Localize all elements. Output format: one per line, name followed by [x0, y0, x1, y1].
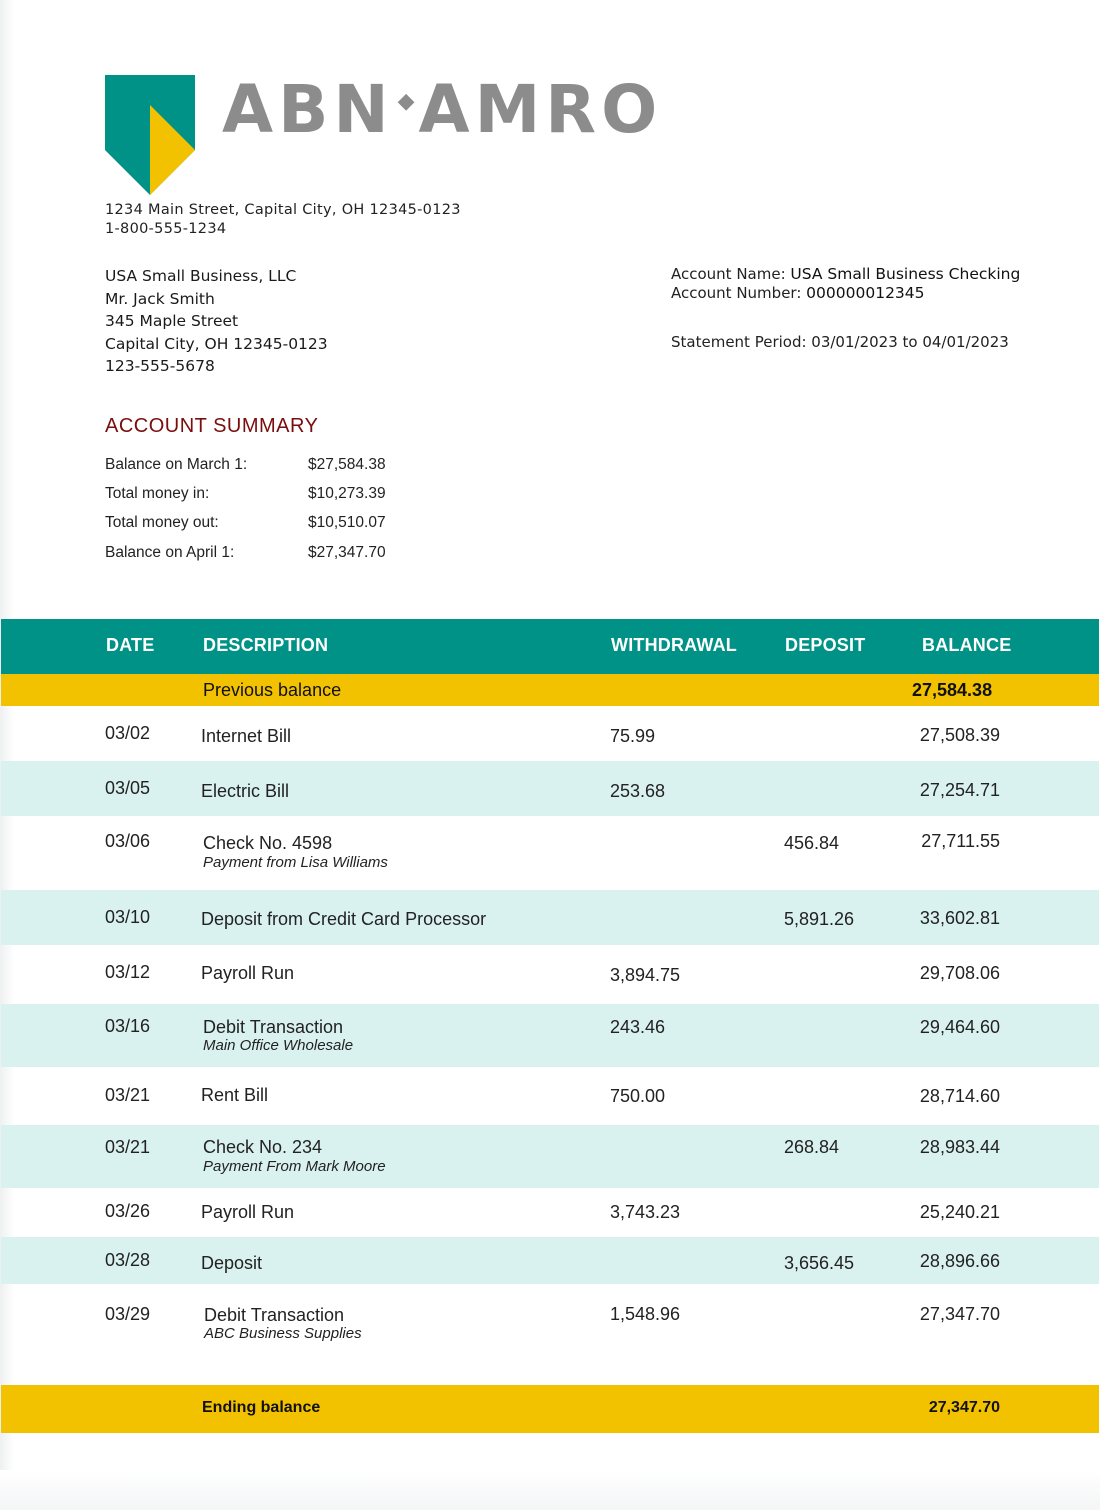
row-description: Payroll Run — [201, 1202, 295, 1222]
account-summary-title: ACCOUNT SUMMARY — [105, 415, 319, 437]
row-withdrawal: 750.00 — [610, 1086, 666, 1106]
row-deposit: 3,656.45 — [784, 1253, 855, 1273]
row-date: 03/21 — [105, 1137, 151, 1157]
row-subdescription: Main Office Wholesale — [203, 1037, 354, 1054]
row-description: Check No. 234 — [203, 1137, 323, 1157]
previous-balance-label: Previous balance — [203, 680, 342, 700]
row-balance: 29,708.06 — [919, 963, 1000, 983]
client-phone: 123-555-5678 — [105, 357, 215, 375]
summary-value: $27,584.38 — [308, 456, 386, 473]
row-balance: 28,714.60 — [919, 1086, 1000, 1106]
row-subdescription: Payment from Lisa Williams — [203, 854, 388, 871]
row-date: 03/10 — [105, 907, 151, 927]
row-date: 03/26 — [105, 1201, 151, 1221]
row-balance: 27,254.71 — [919, 780, 1000, 800]
row-balance: 27,508.39 — [919, 725, 1000, 745]
table-row — [1, 1188, 1099, 1237]
summary-value: $10,510.07 — [308, 514, 386, 531]
table-row — [1, 1004, 1099, 1067]
row-deposit: 5,891.26 — [784, 909, 855, 929]
client-company: USA Small Business, LLC — [105, 267, 297, 285]
row-balance: 28,896.66 — [919, 1251, 1000, 1271]
account-info — [671, 265, 1020, 303]
row-balance: 27,711.55 — [921, 831, 1000, 851]
row-date: 03/12 — [105, 962, 151, 982]
table-row — [1, 1237, 1099, 1284]
summary-value: $27,347.70 — [308, 544, 386, 561]
row-description: Payroll Run — [201, 963, 295, 983]
client-street: 345 Maple Street — [105, 312, 239, 330]
header-withdrawal: WITHDRAWAL — [611, 635, 737, 655]
row-date: 03/06 — [105, 831, 151, 851]
row-description: Deposit — [201, 1253, 263, 1273]
ending-balance-value: 27,347.70 — [928, 1399, 1000, 1416]
client-city: Capital City, OH 12345-0123 — [105, 334, 328, 353]
summary-label: Balance on March 1: — [105, 456, 248, 473]
account-number-value: 000000012345 — [806, 284, 925, 302]
row-description: Deposit from Credit Card Processor — [201, 909, 487, 929]
client-address-block — [105, 265, 328, 378]
bank-phone: 1-800-555-1234 — [105, 221, 227, 237]
table-row — [1, 1125, 1099, 1188]
table-row — [1, 816, 1099, 890]
row-description: Debit Transaction — [203, 1017, 344, 1037]
table-row — [1, 1284, 1099, 1385]
header-deposit: DEPOSIT — [785, 635, 866, 655]
row-withdrawal: 253.68 — [610, 781, 666, 801]
page-bottom-edge — [0, 1470, 1100, 1510]
row-balance: 27,347.70 — [919, 1304, 1000, 1324]
row-date: 03/02 — [105, 723, 151, 743]
row-date: 03/29 — [105, 1304, 151, 1324]
row-balance: 25,240.21 — [919, 1202, 1000, 1222]
ending-balance-row — [1, 1385, 1099, 1433]
row-description: Check No. 4598 — [203, 833, 333, 853]
row-date: 03/16 — [105, 1016, 151, 1036]
row-description: Rent Bill — [201, 1085, 269, 1105]
client-contact: Mr. Jack Smith — [105, 289, 215, 308]
summary-label: Total money in: — [105, 485, 210, 502]
summary-label: Total money out: — [105, 514, 219, 531]
statement-period: Statement Period: 03/01/2023 to 04/01/2023 — [671, 333, 1009, 351]
row-balance: 28,983.44 — [919, 1137, 1000, 1157]
bank-address: 1234 Main Street, Capital City, OH 12345-0123 — [105, 202, 461, 218]
row-deposit: 456.84 — [784, 833, 840, 853]
row-description: Debit Transaction — [204, 1305, 345, 1325]
row-subdescription: Payment From Mark Moore — [203, 1158, 386, 1175]
table-row — [1, 890, 1099, 945]
summary-value: $10,273.39 — [308, 485, 386, 502]
header-description: DESCRIPTION — [203, 635, 329, 655]
previous-balance-row — [1, 674, 1099, 706]
row-withdrawal: 3,743.23 — [610, 1202, 681, 1222]
row-date: 03/21 — [105, 1085, 151, 1105]
row-description: Internet Bill — [201, 726, 292, 746]
row-withdrawal: 3,894.75 — [610, 965, 681, 985]
table-row — [1, 706, 1099, 761]
bank-shield-logo — [105, 75, 195, 195]
row-date: 03/05 — [105, 778, 151, 798]
previous-balance-value: 27,584.38 — [912, 680, 993, 700]
row-subdescription: ABC Business Supplies — [204, 1325, 362, 1342]
row-balance: 29,464.60 — [919, 1017, 1000, 1037]
row-withdrawal: 1,548.96 — [610, 1304, 681, 1324]
account-number-label: Account Number: — [671, 284, 802, 302]
row-withdrawal: 243.46 — [610, 1017, 666, 1037]
row-deposit: 268.84 — [784, 1137, 840, 1157]
bank-wordmark: ABN ◆AMRO — [222, 71, 663, 148]
table-row — [1, 761, 1099, 816]
table-row — [1, 1067, 1099, 1125]
header-date: DATE — [106, 635, 155, 655]
ending-balance-label: Ending balance — [202, 1399, 321, 1416]
row-balance: 33,602.81 — [919, 908, 1000, 928]
account-name-value: USA Small Business Checking — [790, 265, 1021, 283]
row-withdrawal: 75.99 — [610, 726, 656, 746]
header-balance: BALANCE — [922, 635, 1012, 655]
row-date: 03/28 — [105, 1250, 151, 1270]
summary-label: Balance on April 1: — [105, 544, 235, 561]
bank-address-block — [105, 201, 461, 239]
transactions-header — [1, 619, 1099, 674]
account-name-label: Account Name: — [671, 265, 786, 283]
row-description: Electric Bill — [201, 781, 290, 801]
table-row — [1, 945, 1099, 1004]
